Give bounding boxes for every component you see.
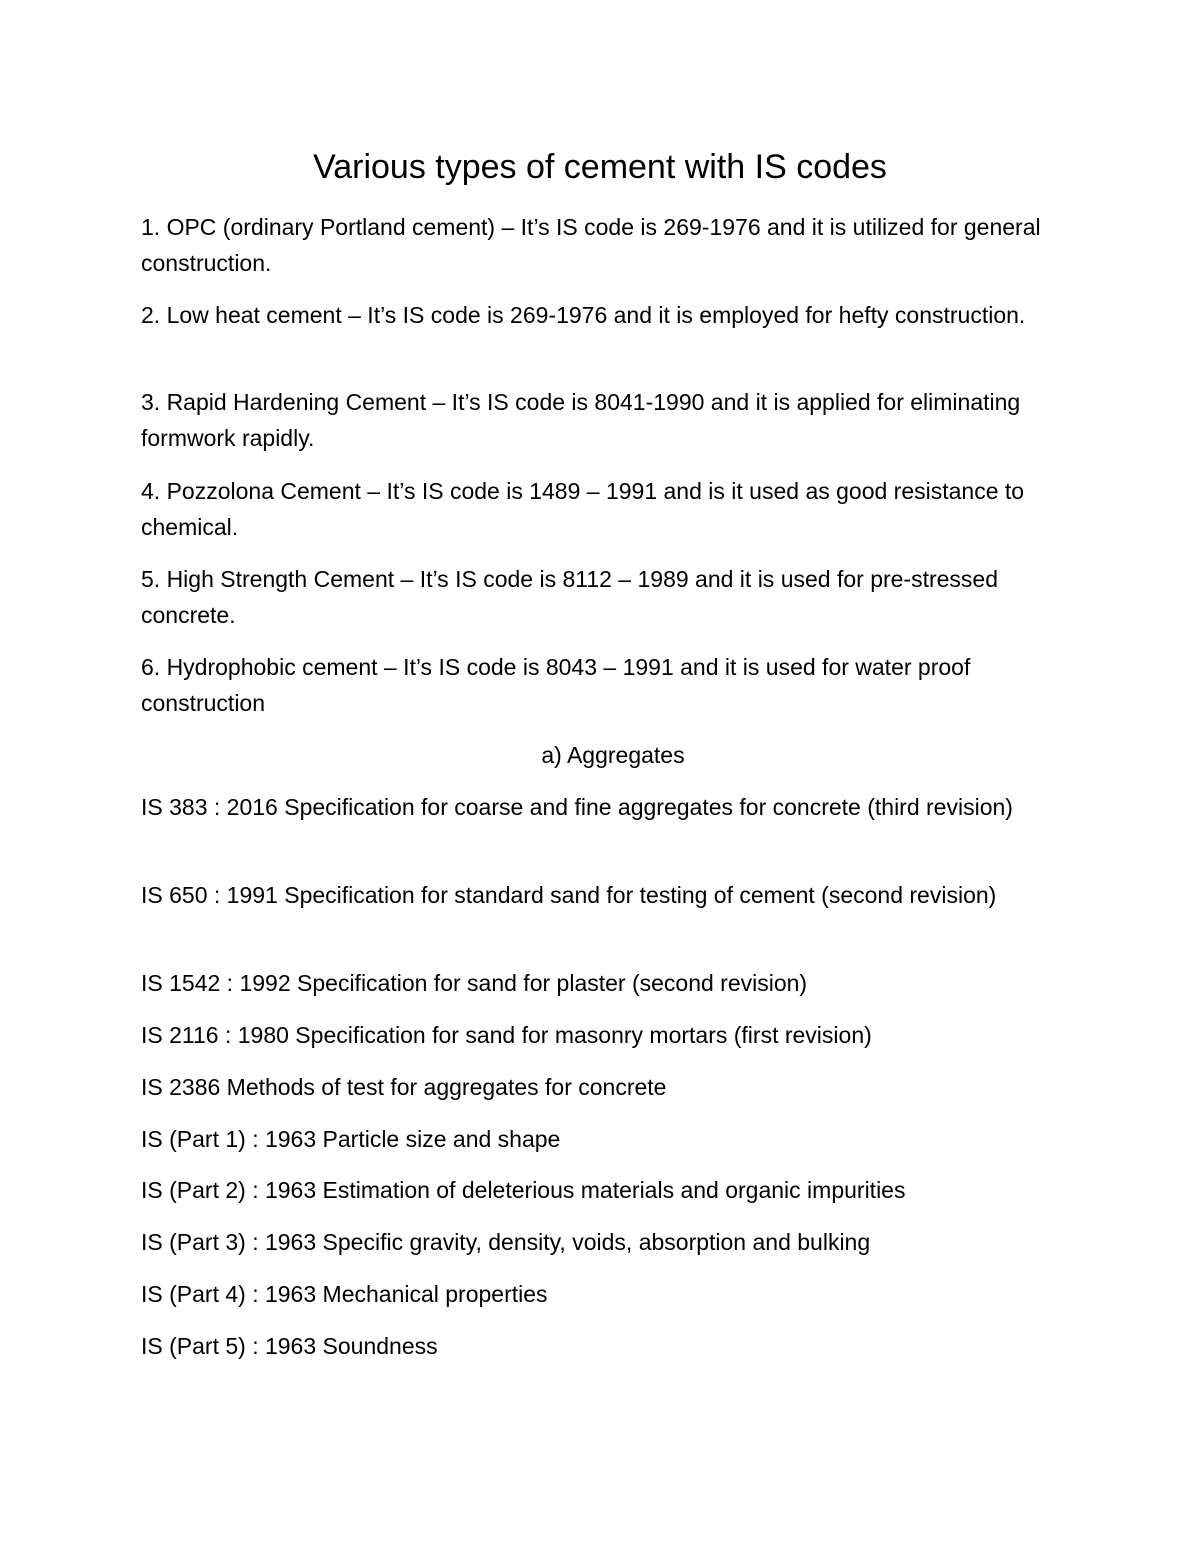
cement-item-2: 2. Low heat cement – It’s IS code is 269-1976 and it is employed for hefty construction. <box>141 302 1026 328</box>
cement-item-3: 3. Rapid Hardening Cement – It’s IS code is 8041-1990 and it is applied for eliminating formwork rapidly. <box>141 389 1021 451</box>
cement-item-5: 5. High Strength Cement – It’s IS code is 8112 – 1989 and it is used for pre-stressed concrete. <box>141 566 999 628</box>
aggregate-item-7: IS (Part 2) : 1963 Estimation of deleterious materials and organic impurities <box>141 1177 906 1203</box>
aggregate-item-3: IS 1542 : 1992 Specification for sand for plaster (second revision) <box>141 970 808 996</box>
aggregate-item-6: IS (Part 1) : 1963 Particle size and shape <box>141 1126 561 1152</box>
aggregate-item-10: IS (Part 5) : 1963 Soundness <box>141 1333 438 1359</box>
aggregate-item-5: IS 2386 Methods of test for aggregates for concrete <box>141 1074 667 1100</box>
aggregate-item-1: IS 383 : 2016 Specification for coarse and fine aggregates for concrete (third revision) <box>141 794 1013 820</box>
aggregates-heading: a) Aggregates <box>541 742 685 768</box>
cement-item-1: 1. OPC (ordinary Portland cement) – It’s IS code is 269-1976 and it is utilized for general construction. <box>141 214 1041 276</box>
page-title: Various types of cement with IS codes <box>313 148 887 186</box>
aggregate-item-2: IS 650 : 1991 Specification for standard sand for testing of cement (second revision) <box>141 882 997 908</box>
aggregate-item-4: IS 2116 : 1980 Specification for sand for masonry mortars (first revision) <box>141 1022 872 1048</box>
cement-item-4: 4. Pozzolona Cement – It’s IS code is 1489 – 1991 and is it used as good resistance to chemical. <box>141 478 1025 540</box>
cement-item-6: 6. Hydrophobic cement – It’s IS code is 8043 – 1991 and it is used for water proof construction <box>141 654 971 716</box>
aggregate-item-8: IS (Part 3) : 1963 Specific gravity, density, voids, absorption and bulking <box>141 1229 871 1255</box>
aggregate-item-9: IS (Part 4) : 1963 Mechanical properties <box>141 1281 548 1307</box>
